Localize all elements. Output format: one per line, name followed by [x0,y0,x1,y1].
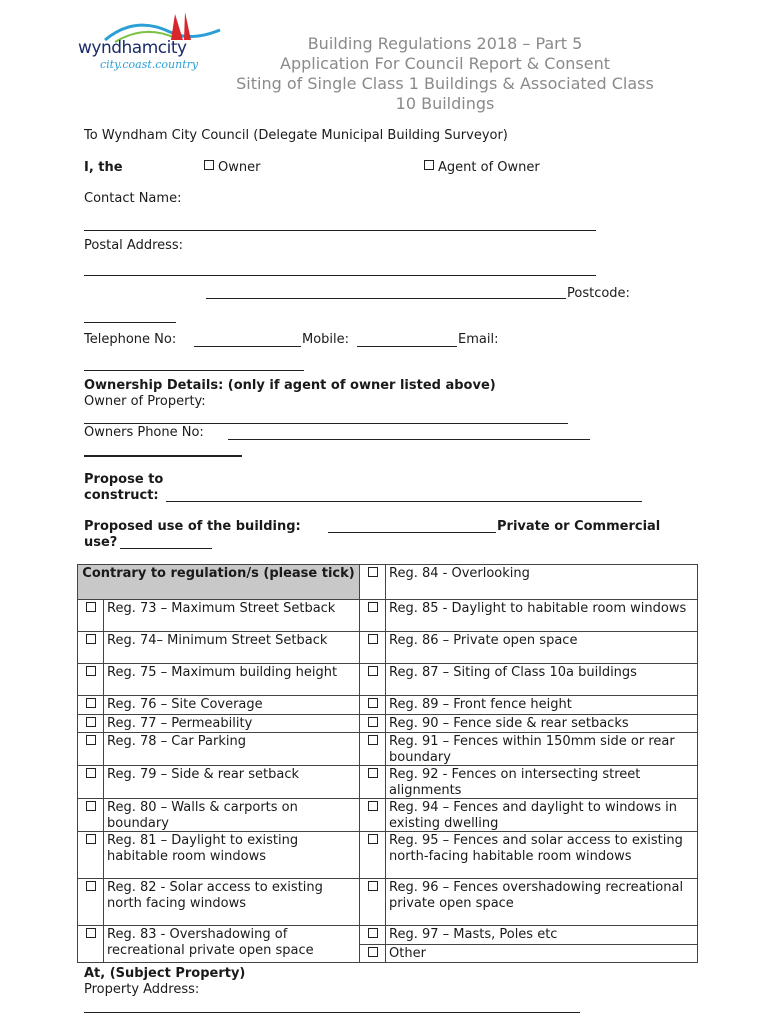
propose-to-label: Propose to [84,472,164,487]
owner-checkbox[interactable] [204,160,214,170]
i-the-label: I, the [84,160,123,175]
reg-85-label: Reg. 85 - Daylight to habitable room windows [386,600,698,632]
reg-80-checkbox[interactable] [86,801,96,811]
addressee-line: To Wyndham City Council (Delegate Municipal Building Surveyor) [84,128,508,143]
logo-wordmark: wyndhamcity [78,38,187,58]
reg-94-checkbox[interactable] [368,801,378,811]
reg-75-checkbox[interactable] [86,666,96,676]
reg-96-label: Reg. 96 – Fences overshadowing recreational private open space [386,879,698,926]
table-row [78,832,698,879]
reg-83-label: Reg. 83 - Overshadowing of recreational private open space [104,926,360,963]
reg-86-checkbox[interactable] [368,634,378,644]
reg-78-label: Reg. 78 – Car Parking [104,733,360,766]
table-row [78,696,698,715]
telephone-label: Telephone No: [84,332,177,347]
email-label: Email: [458,332,499,347]
reg-89-checkbox[interactable] [368,698,378,708]
table-row [78,600,698,632]
property-address-field[interactable] [84,1012,580,1013]
table-row [78,565,698,600]
table-row [78,766,698,799]
reg-87-checkbox[interactable] [368,666,378,676]
postal-address-field-2[interactable] [206,298,566,299]
owners-phone-label: Owners Phone No: [84,425,204,440]
reg-83-checkbox[interactable] [86,928,96,938]
title-line-1: Building Regulations 2018 – Part 5 [307,34,583,53]
reg-90-label: Reg. 90 – Fence side & rear setbacks [386,714,698,733]
agent-checkbox[interactable] [424,160,434,170]
reg-91-checkbox[interactable] [368,735,378,745]
proposed-use-label: Proposed use of the building: [84,519,301,534]
ownership-heading: Ownership Details: (only if agent of owner listed above) [84,378,496,393]
reg-86-label: Reg. 86 – Private open space [386,632,698,664]
reg-97-checkbox[interactable] [368,928,378,938]
email-field[interactable] [84,370,304,371]
reg-79-checkbox[interactable] [86,768,96,778]
reg-74-checkbox[interactable] [86,634,96,644]
contact-name-label: Contact Name: [84,191,182,206]
reg-96-checkbox[interactable] [368,881,378,891]
proposed-use-field[interactable] [328,532,496,533]
property-address-label: Property Address: [84,982,200,997]
owner-of-property-field[interactable] [84,423,568,424]
table-row [78,799,698,832]
reg-92-label: Reg. 92 - Fences on intersecting street alignments [386,766,698,799]
reg-89-label: Reg. 89 – Front fence height [386,696,698,715]
reg-92-checkbox[interactable] [368,768,378,778]
reg-73-checkbox[interactable] [86,602,96,612]
reg-87-label: Reg. 87 – Siting of Class 10a buildings [386,664,698,696]
reg-77-checkbox[interactable] [86,717,96,727]
postal-address-label: Postal Address: [84,238,184,253]
reg-91-label: Reg. 91 – Fences within 150mm side or rear boundary [386,733,698,766]
logo-tagline: city.coast.country [100,58,199,71]
reg-85-checkbox[interactable] [368,602,378,612]
table-row [78,733,698,766]
contact-name-field[interactable] [84,230,596,231]
mobile-label: Mobile: [302,332,350,347]
reg-76-label: Reg. 76 – Site Coverage [104,696,360,715]
title-line-3: Siting of Single Class 1 Buildings & Associated Class [236,74,654,93]
reg-76-checkbox[interactable] [86,698,96,708]
reg-74-label: Reg. 74– Minimum Street Setback [104,632,360,664]
owners-phone-field[interactable] [228,439,590,440]
owner-option-label: Owner [218,160,261,175]
other-checkbox[interactable] [368,947,378,957]
title-line-4: 10 Buildings [395,94,495,113]
reg-82-checkbox[interactable] [86,881,96,891]
table-row [78,714,698,733]
table-row [78,926,698,945]
reg-95-label: Reg. 95 – Fences and solar access to existing north-facing habitable room windows [386,832,698,879]
other-label: Other [386,944,698,963]
postcode-label: Postcode: [567,286,630,301]
regulations-table [77,564,698,963]
telephone-field[interactable] [194,346,301,347]
table-header: Contrary to regulation/s (please tick) [78,565,360,600]
reg-73-label: Reg. 73 – Maximum Street Setback [104,600,360,632]
postal-address-field[interactable] [84,275,596,276]
table-row [78,879,698,926]
reg-81-label: Reg. 81 – Daylight to existing habitable room windows [104,832,360,879]
reg-94-label: Reg. 94 – Fences and daylight to windows in existing dwelling [386,799,698,832]
postcode-field[interactable] [84,322,176,323]
mobile-field[interactable] [357,346,457,347]
reg-84-label: Reg. 84 - Overlooking [386,565,698,600]
table-row [78,632,698,664]
use-question-label: use? [84,535,118,550]
reg-81-checkbox[interactable] [86,834,96,844]
agent-option[interactable] [424,160,540,176]
reg-79-label: Reg. 79 – Side & rear setback [104,766,360,799]
reg-78-checkbox[interactable] [86,735,96,745]
private-commercial-label: Private or Commercial [497,519,661,534]
reg-97-label: Reg. 97 – Masts, Poles etc [386,926,698,945]
agent-option-label: Agent of Owner [438,160,540,175]
construct-label: construct: [84,488,159,503]
reg-75-label: Reg. 75 – Maximum building height [104,664,360,696]
owners-phone-field-2[interactable] [84,455,242,457]
title-line-2: Application For Council Report & Consent [280,54,610,73]
reg-77-label: Reg. 77 – Permeability [104,714,360,733]
subject-property-heading: At, (Subject Property) [84,966,246,981]
owner-of-property-label: Owner of Property: [84,394,206,409]
table-row [78,664,698,696]
reg-82-label: Reg. 82 - Solar access to existing north facing windows [104,879,360,926]
reg-84-checkbox[interactable] [368,567,378,577]
reg-95-checkbox[interactable] [368,834,378,844]
reg-80-label: Reg. 80 – Walls & carports on boundary [104,799,360,832]
owner-option[interactable] [204,160,260,176]
construct-field[interactable] [166,501,642,502]
reg-90-checkbox[interactable] [368,717,378,727]
form-title [195,34,695,114]
use-field[interactable] [120,548,212,549]
